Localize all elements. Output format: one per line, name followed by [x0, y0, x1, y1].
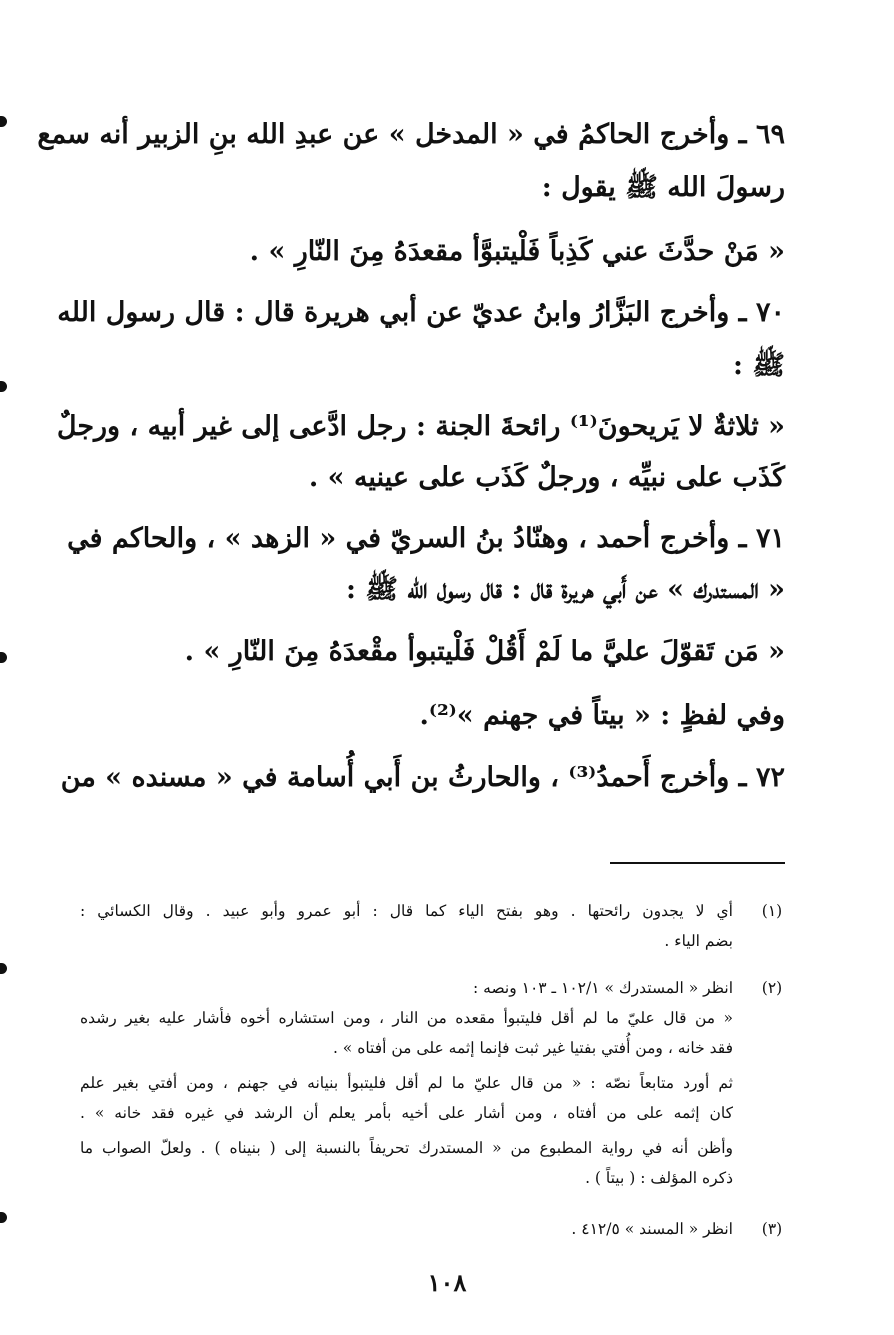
footnote-line: ذكره المؤلف : ( بيتاً ) .: [585, 1169, 733, 1187]
text-line: « مَن تَقوّلَ عليَّ ما لَمْ أَقُلْ فَلْيتبوأ مقْعدَهُ مِنَ النّارِ » .: [184, 636, 785, 667]
footnote-3: [80, 1216, 785, 1246]
margin-mark: [0, 381, 7, 392]
footnote-line: ثم أورد متابعاً نصّه : « من قال عليّ ما لم أقل فليتبوأ بنيانه في جهنم ، ومن أفتي بغير علم: [80, 1074, 733, 1092]
main-text: [37, 0, 785, 820]
footnote-2: [80, 975, 785, 1205]
text-line: « مَنْ حدَّثَ عني كَذِباً فَلْيتبوَّأ مقعدَهُ مِنَ النّارِ » .: [249, 236, 785, 267]
text-line: كَذَب على نبيِّه ، ورجلٌ كَذَب على عينيه » .: [308, 462, 785, 493]
text-line: « المستدرك » عن أَبي هريرة قال : قال رسول الله ﷺ :: [345, 574, 785, 605]
text-line: ٧٢ ـ وأخرج أَحمدُ⁽³⁾ ، والحارثُ بن أَبي أُسامة في « مسنده » من: [60, 762, 785, 793]
footnote-line: « من قال عليّ ما لم أقل فليتبوأ مقعده من النار ، ومن استشاره أخوه فأشار عليه بغير رشده: [80, 1009, 733, 1027]
footnote-1: [80, 898, 785, 958]
footnote-line: وأظن أنه في رواية المطبوع من « المستدرك تحريفاً بالنسبة إلى ( بنيناه ) . ولعلّ الصواب ما: [80, 1139, 733, 1157]
footnote-line: فقد خانه ، ومن أُفتي بفتيا غير ثبت فإنما إثمه على من أفتاه » .: [332, 1039, 733, 1057]
footnote-line: انظر « المستدرك » ١٠٢/١ ـ ١٠٣ ونصه :: [472, 979, 733, 997]
page-number: ١٠٨: [427, 1268, 467, 1297]
footnote-separator: [610, 862, 785, 864]
footnote-line: كان إثمه على من أفتاه ، ومن أشار على أخيه بأمر يعلم أن الرشد في غيره فقد خانه » .: [80, 1104, 733, 1122]
text-line: ﷺ :: [733, 350, 785, 381]
footnote-number: (١): [761, 902, 783, 920]
footnote-number: (٢): [761, 979, 783, 997]
footnote-line: انظر « المسند » ٤١٢/٥ .: [571, 1220, 733, 1238]
text-line: « ثلاثةٌ لا يَريحونَ⁽¹⁾ رائحةَ الجنة : رجل ادَّعى إلى غير أبيه ، ورجلٌ: [56, 411, 785, 442]
margin-mark: [0, 963, 7, 974]
text-line: رسولَ الله ﷺ يقول :: [541, 172, 785, 203]
text-line: وفي لفظٍ : « بيتاً في جهنم »⁽²⁾.: [419, 700, 785, 731]
margin-mark: [0, 652, 7, 663]
footnote-line: بضم الياء .: [664, 932, 733, 950]
footnote-line: أي لا يجدون رائحتها . وهو بفتح الياء كما قال : أبو عمرو وأبو عبيد . وقال الكسائي :: [80, 902, 733, 920]
text-line: ٦٩ ـ وأخرج الحاكمُ في « المدخل » عن عبدِ الله بنِ الزبير أنه سمع: [37, 119, 785, 150]
text-line: ٧١ ـ وأخرج أحمد ، وهنّادُ بنُ السريّ في « الزهد » ، والحاكم في: [67, 523, 785, 554]
footnote-number: (٣): [761, 1220, 783, 1238]
margin-mark: [0, 1212, 7, 1223]
margin-mark: [0, 116, 7, 127]
text-line: ٧٠ ـ وأخرج البَزَّارُ وابنُ عديّ عن أبي هريرة قال : قال رسول الله: [57, 297, 785, 328]
